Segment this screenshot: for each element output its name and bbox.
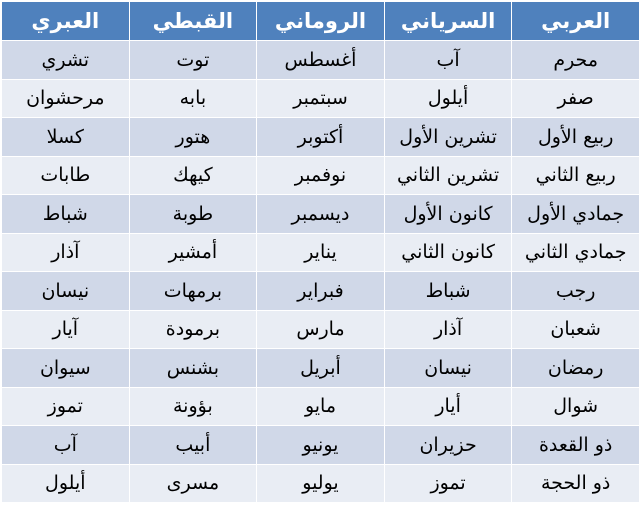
table-row (2, 156, 640, 195)
table-body (2, 41, 640, 503)
cell-roman: فبراير (257, 272, 385, 311)
cell-hebrew: مرحشوان (2, 79, 130, 118)
cell-coptic: بشنس (129, 349, 257, 388)
header-hebrew: العبري (2, 2, 130, 41)
table-row (2, 195, 640, 234)
table-row (2, 41, 640, 80)
header-arabic: العربي (512, 2, 640, 41)
cell-arabic: صفر (512, 79, 640, 118)
cell-roman: أكتوبر (257, 118, 385, 157)
table-row (2, 426, 640, 465)
cell-syriac: آب (384, 41, 512, 80)
cell-coptic: برمودة (129, 310, 257, 349)
cell-arabic: جمادي الثاني (512, 233, 640, 272)
calendar-comparison-page (0, 1, 640, 519)
cell-roman: نوفمبر (257, 156, 385, 195)
cell-syriac: تشرين الثاني (384, 156, 512, 195)
table-row (2, 387, 640, 426)
cell-arabic: جمادي الأول (512, 195, 640, 234)
cell-roman: يناير (257, 233, 385, 272)
table-row (2, 310, 640, 349)
cell-hebrew: آذار (2, 233, 130, 272)
cell-coptic: بابه (129, 79, 257, 118)
cell-syriac: تموز (384, 464, 512, 503)
cell-hebrew: شباط (2, 195, 130, 234)
cell-hebrew: تموز (2, 387, 130, 426)
cell-hebrew: آيار (2, 310, 130, 349)
cell-syriac: حزيران (384, 426, 512, 465)
cell-hebrew: سيوان (2, 349, 130, 388)
cell-coptic: هتور (129, 118, 257, 157)
cell-hebrew: أيلول (2, 464, 130, 503)
cell-arabic: ذو الحجة (512, 464, 640, 503)
cell-coptic: مسرى (129, 464, 257, 503)
table-row (2, 118, 640, 157)
header-row (2, 2, 640, 41)
cell-syriac: تشرين الأول (384, 118, 512, 157)
cell-syriac: أيلول (384, 79, 512, 118)
cell-coptic: توت (129, 41, 257, 80)
cell-coptic: أبيب (129, 426, 257, 465)
table-row (2, 272, 640, 311)
cell-hebrew: طابات (2, 156, 130, 195)
cell-roman: ديسمبر (257, 195, 385, 234)
cell-arabic: ربيع الثاني (512, 156, 640, 195)
cell-roman: أبريل (257, 349, 385, 388)
cell-hebrew: تشري (2, 41, 130, 80)
table-row (2, 464, 640, 503)
month-names-table (1, 1, 640, 503)
table-header (2, 2, 640, 41)
cell-roman: يونيو (257, 426, 385, 465)
cell-roman: أغسطس (257, 41, 385, 80)
cell-coptic: أمشير (129, 233, 257, 272)
cell-hebrew: آب (2, 426, 130, 465)
cell-syriac: كانون الأول (384, 195, 512, 234)
cell-hebrew: كسلا (2, 118, 130, 157)
table-row (2, 349, 640, 388)
cell-roman: مايو (257, 387, 385, 426)
cell-coptic: بؤونة (129, 387, 257, 426)
cell-arabic: شعبان (512, 310, 640, 349)
cell-syriac: آذار (384, 310, 512, 349)
cell-roman: يوليو (257, 464, 385, 503)
table-row (2, 233, 640, 272)
cell-syriac: شباط (384, 272, 512, 311)
cell-arabic: ذو القعدة (512, 426, 640, 465)
header-roman: الروماني (257, 2, 385, 41)
cell-arabic: شوال (512, 387, 640, 426)
cell-arabic: ربيع الأول (512, 118, 640, 157)
cell-arabic: محرم (512, 41, 640, 80)
cell-roman: مارس (257, 310, 385, 349)
cell-syriac: كانون الثاني (384, 233, 512, 272)
cell-arabic: رجب (512, 272, 640, 311)
cell-arabic: رمضان (512, 349, 640, 388)
cell-syriac: أيار (384, 387, 512, 426)
cell-roman: سبتمبر (257, 79, 385, 118)
header-coptic: القبطي (129, 2, 257, 41)
table-row (2, 79, 640, 118)
header-syriac: السرياني (384, 2, 512, 41)
cell-coptic: كيهك (129, 156, 257, 195)
cell-coptic: برمهات (129, 272, 257, 311)
cell-coptic: طوبة (129, 195, 257, 234)
cell-syriac: نيسان (384, 349, 512, 388)
cell-hebrew: نيسان (2, 272, 130, 311)
